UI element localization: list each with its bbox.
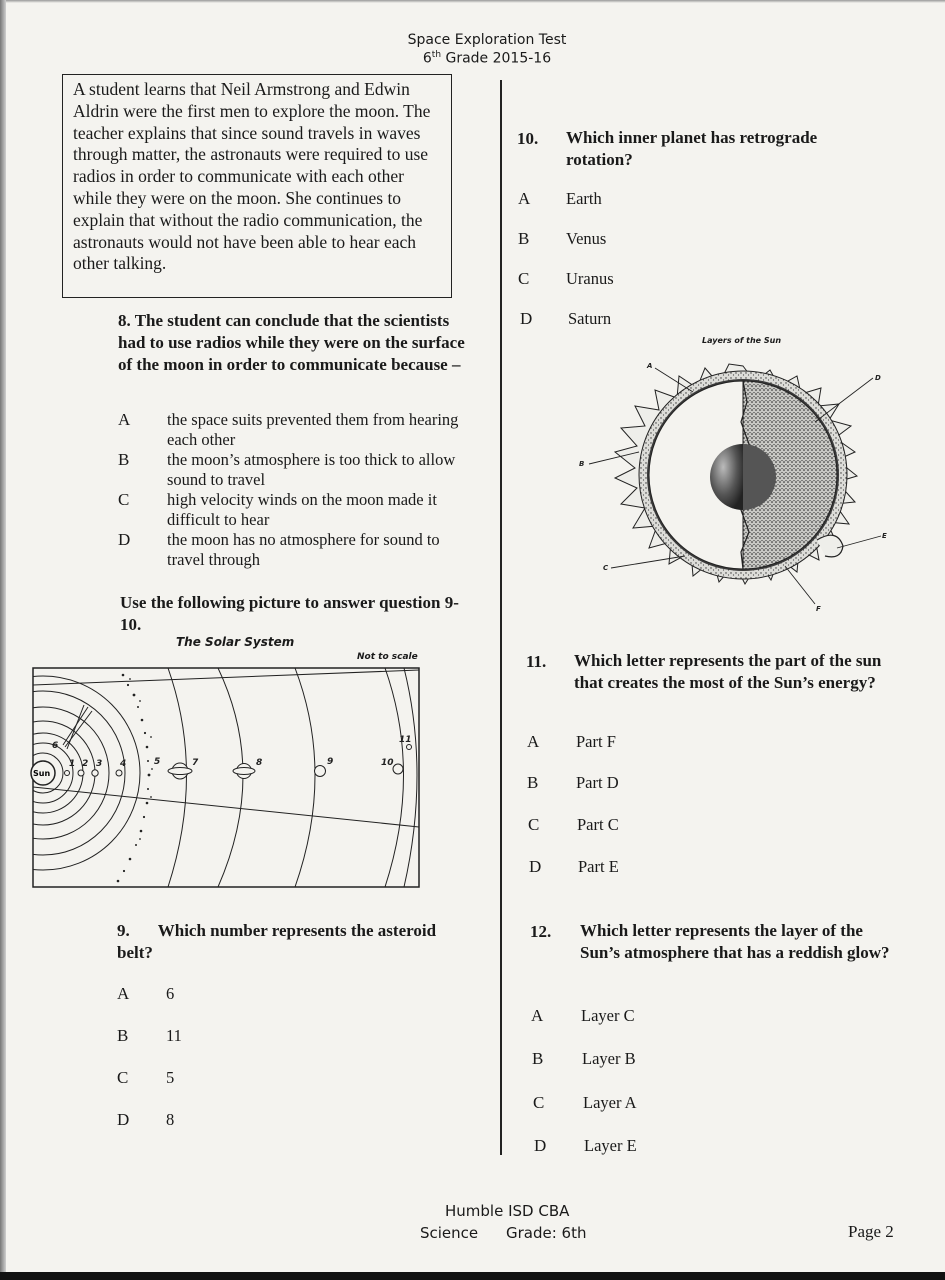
prominence — [817, 535, 843, 557]
planet-8-ring — [233, 768, 255, 775]
planet-9 — [315, 766, 326, 777]
planet-4 — [116, 770, 122, 776]
q10-option-c-text[interactable]: Uranus — [566, 269, 614, 288]
label-10: 10 — [381, 758, 394, 768]
sun-figure-title: Layers of the Sun — [702, 336, 782, 345]
q12-option-b-letter[interactable]: B — [532, 1049, 544, 1068]
column-divider — [500, 80, 502, 1155]
label-5: 5 — [154, 757, 161, 767]
q12-number: 12. — [530, 922, 552, 941]
q10-option-b-letter[interactable]: B — [518, 229, 530, 248]
footer-subject: Science — [420, 1224, 479, 1242]
q10-option-c-letter[interactable]: C — [518, 269, 530, 288]
footer-district: Humble ISD CBA — [445, 1202, 570, 1220]
label-4: 4 — [120, 759, 127, 769]
label-9: 9 — [327, 757, 334, 767]
label-6: 6 — [52, 741, 59, 751]
q9-option-a-text[interactable]: 6 — [166, 984, 175, 1003]
label-8: 8 — [256, 758, 263, 768]
planet-10 — [393, 764, 403, 774]
scan-bottom-edge — [0, 1272, 945, 1280]
q12-option-d-text[interactable]: Layer E — [584, 1136, 637, 1155]
q11-option-c-text[interactable]: Part C — [577, 815, 619, 834]
solar-figure-note: Not to scale — [357, 652, 418, 662]
q12-option-c-letter[interactable]: C — [533, 1093, 545, 1112]
test-title: Space Exploration Test — [407, 32, 567, 48]
solar-system-diagram — [30, 665, 422, 890]
q10-option-a-text[interactable]: Earth — [566, 189, 602, 208]
q8-number: 8 — [118, 311, 127, 330]
label-2: 2 — [82, 759, 89, 769]
sun-label-a: A — [647, 362, 653, 370]
planet-2 — [78, 770, 84, 776]
sun-label-f: F — [816, 605, 821, 613]
q8-option-c-letter[interactable]: C — [118, 490, 130, 509]
sun-label-d: D — [875, 374, 881, 382]
orbit-plane-top — [33, 670, 419, 685]
q9-option-b-letter[interactable]: B — [117, 1026, 129, 1045]
q8-stem: 8. The student can conclude that the scientists had to use radios while they were on the surface of the moon in order to communicate because – — [118, 311, 465, 374]
planet-1 — [65, 771, 70, 776]
scan-left-edge — [0, 0, 6, 1280]
q10-option-d-letter[interactable]: D — [520, 309, 533, 328]
q8-option-d-text[interactable]: the moon has no atmosphere for sound to travel through — [167, 530, 440, 569]
test-grade: 6th Grade 2015-16 — [422, 50, 552, 67]
q11-option-c-letter[interactable]: C — [528, 815, 540, 834]
q12-option-d-letter[interactable]: D — [534, 1136, 547, 1155]
sun-label-b: B — [579, 460, 585, 468]
figure-instruction: Use the following picture to answer question 9-10. — [120, 593, 459, 634]
q9-number: 9. — [117, 921, 130, 940]
planet-7-ring — [168, 768, 192, 775]
q9-option-d-text[interactable]: 8 — [166, 1110, 175, 1129]
q12-option-a-letter[interactable]: A — [531, 1006, 544, 1025]
reading-passage: A student learns that Neil Armstrong and Edwin Aldrin were the first men to explore the moon. The teacher explains that since sound travels in waves through matter, the astronauts were required to use radios in order to communicate with each other while they were on the moon. She continues to explain that without the radio communication, the astronauts would not have been able to hear each other talking. — [62, 74, 452, 298]
q11-number: 11. — [526, 652, 547, 671]
planet-3 — [92, 770, 98, 776]
q10-stem: Which inner planet has retrograde rotation? — [566, 128, 818, 169]
q11-option-a-letter[interactable]: A — [527, 732, 540, 751]
label-11: 11 — [399, 735, 412, 745]
q12-option-a-text[interactable]: Layer C — [581, 1006, 635, 1025]
q8-option-a-letter[interactable]: A — [118, 410, 131, 429]
sun-label-e: E — [882, 532, 887, 540]
q9-option-b-text[interactable]: 11 — [166, 1026, 182, 1045]
q9-option-c-letter[interactable]: C — [117, 1068, 129, 1087]
q10-option-d-text[interactable]: Saturn — [568, 309, 612, 328]
q8-option-c-text[interactable]: high velocity winds on the moon made it difficult to hear — [167, 490, 437, 529]
q10-option-b-text[interactable]: Venus — [566, 229, 607, 248]
q8-option-b-text[interactable]: the moon’s atmosphere is too thick to allow sound to travel — [167, 450, 456, 489]
q10-option-a-letter[interactable]: A — [518, 189, 531, 208]
sun-label: Sun — [33, 769, 51, 778]
label-3: 3 — [96, 759, 103, 769]
q11-option-b-letter[interactable]: B — [527, 773, 539, 792]
q10-number: 10. — [517, 129, 539, 148]
footer-grade: Grade: 6th — [506, 1224, 587, 1242]
q8-option-b-letter[interactable]: B — [118, 450, 130, 469]
label-7: 7 — [192, 758, 199, 768]
q12-stem: Which letter represents the layer of the Sun’s atmosphere that has a reddish glow? — [580, 921, 890, 962]
q9-option-d-letter[interactable]: D — [117, 1110, 130, 1129]
q8-option-d-letter[interactable]: D — [118, 530, 131, 549]
planet-11 — [407, 745, 412, 750]
q11-option-b-text[interactable]: Part D — [576, 773, 619, 792]
q11-stem: Which letter represents the part of the sun that creates the most of the Sun’s energy? — [574, 651, 882, 692]
q9-option-c-text[interactable]: 5 — [166, 1068, 175, 1087]
q9-option-a-letter[interactable]: A — [117, 984, 130, 1003]
solar-frame — [33, 668, 419, 887]
q11-option-a-text[interactable]: Part F — [576, 732, 616, 751]
q8-option-a-text[interactable]: the space suits prevented them from hearing each other — [167, 410, 459, 449]
q11-option-d-text[interactable]: Part E — [578, 857, 619, 876]
q12-option-c-text[interactable]: Layer A — [583, 1093, 637, 1112]
q9-stem: 9. Which number represents the asteroid belt? — [117, 921, 437, 962]
page-number: Page 2 — [848, 1222, 894, 1241]
sun-layers-diagram — [575, 352, 895, 614]
asteroid-belt — [117, 674, 153, 883]
label-1: 1 — [69, 759, 76, 769]
q12-option-b-text[interactable]: Layer B — [582, 1049, 636, 1068]
q11-option-d-letter[interactable]: D — [529, 857, 542, 876]
sun-label-c: C — [603, 564, 609, 572]
scan-top-edge — [0, 0, 945, 3]
solar-figure-title: The Solar System — [176, 635, 295, 649]
